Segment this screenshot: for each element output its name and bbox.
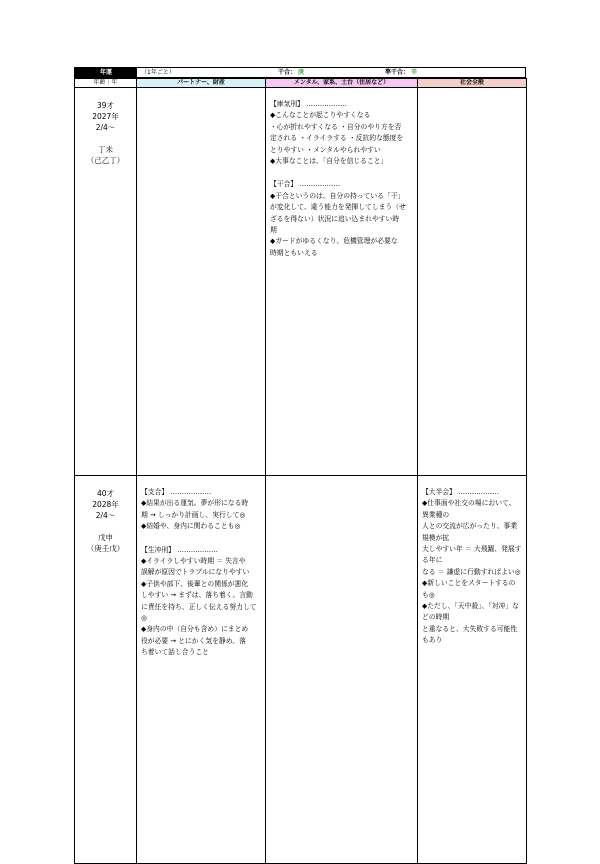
date-text: 2/4～ [95, 511, 116, 520]
year-text: 2027年 [92, 112, 119, 121]
header-label: 年運 [75, 68, 137, 77]
column-header-mental: メンタル、家系、土台（住居など） [266, 79, 418, 88]
fortune-table [74, 78, 527, 864]
section-line: と重なると、大失敗する可能性もあり [422, 624, 518, 645]
column-header-partner: パートナー、財産 [137, 79, 266, 88]
column-header-age: 年齢｜年 [75, 79, 137, 88]
section-line: 期 → しっかり計画し、実行して◎ [141, 510, 246, 519]
year-cell [75, 476, 137, 864]
age-text: 40才 [96, 489, 115, 498]
society-cell [418, 88, 527, 476]
table-row [75, 88, 527, 476]
kanshi-text: 戊申 [98, 533, 113, 542]
section-line: しやすい → まずは、落ち着く。言動 [141, 591, 253, 600]
fortune-sheet [74, 67, 526, 864]
section-line: 期 [270, 226, 277, 235]
section-line: ・心が折れやすくなる ・自分のやり方を否 [270, 122, 402, 131]
kanshi-text: 丁未 [98, 145, 113, 154]
section-line: 役が必要 → とにかく気を静め、落 [141, 636, 246, 645]
section-line: とりやすい ・メンタルやられやすい [270, 145, 381, 154]
section-title: 【大半会】 ……………… [422, 488, 499, 496]
kangou-label: 干合： [277, 69, 296, 76]
partner-cell [137, 88, 266, 476]
year-cell [75, 88, 137, 476]
section-line: ◆仕事面や社交の場において、異業種の [422, 499, 516, 519]
section-line: ◆結婚や、身内に関わることも◎ [141, 522, 241, 531]
section-title: 【支合】 ……………… [141, 488, 212, 496]
section-line: 誤解が原因でトラブルになりやすい [141, 568, 250, 577]
society-cell [418, 476, 527, 864]
section-line: ◎ [141, 614, 147, 623]
section-line: ざるを得ない）状況に追い込まれやすい時 [270, 214, 400, 223]
section-line: ◆干合というのは、自分の持っている「干」 [270, 191, 405, 200]
section-line: に責任を持ち、正しく伝える努力して [141, 602, 257, 611]
section-line: 時期ともいえる [270, 248, 318, 257]
section-spacer [141, 533, 261, 545]
year-text: 2028年 [92, 500, 119, 509]
date-text: 2/4～ [95, 123, 116, 132]
header-note: （1年ごと） [141, 69, 175, 76]
section-title: 【庫気刑】 ……………… [270, 100, 347, 108]
section-line: 大しやすい年 ＝ 大飛躍、発展する年に [422, 545, 522, 565]
section-line: 人との交流が広がったり、事業規模が拡 [422, 522, 518, 542]
age-text: 39才 [96, 101, 115, 110]
section-line: ち着いて話し合うこと [141, 648, 209, 657]
kangou-value: 庚 [298, 69, 305, 76]
section-line: ◆身内の中（自分も含め）にまとめ [141, 625, 249, 634]
jun-kangou-value: 辛 [411, 69, 418, 76]
section-spacer [270, 167, 413, 179]
annual-fortune-header [74, 67, 526, 78]
mental-cell [266, 88, 418, 476]
section-line: 定される ・イライラする ・反抗的な態度を [270, 134, 404, 143]
table-row [75, 476, 527, 864]
section-line: が変化して、違う能力を発揮してしまう（せ [270, 203, 406, 212]
section-line: ◆子供や部下、後輩との関係が悪化 [141, 579, 249, 588]
zoukan-text: （己乙丁） [86, 156, 125, 165]
kangou-field [241, 68, 341, 77]
section-line: ◆ガードがゆるくなり、危機管理が必要な [270, 237, 398, 246]
column-header-row [75, 79, 527, 88]
section-line: ◆こんなことが起こりやすくなる [270, 111, 371, 120]
section-line: ◆結果が出る運気。夢が形になる時 [141, 499, 249, 508]
mental-cell [266, 476, 418, 864]
section-line: ◆イライラしやすい時期 ＝ 失言や [141, 557, 246, 566]
section-line: ◆大事なことは、「自分を信じること」 [270, 157, 388, 166]
section-line: なる ＝ 謙虚に行動すればよい◎ [422, 567, 521, 576]
section-line: ◆ただし、「天中殺」、「対冲」などの時期 [422, 602, 519, 622]
section-title: 【生冲刑】 ……………… [141, 545, 218, 554]
section-title: 【干合】 ……………… [270, 180, 341, 189]
jun-kangou-field [341, 68, 461, 77]
jun-kangou-label: 準干合： [384, 69, 409, 76]
section-line: ◆新しいことをスタートするのも◎ [422, 579, 516, 599]
zoukan-text: （庚壬戊） [86, 544, 125, 553]
partner-cell [137, 476, 266, 864]
column-header-society: 社会全般 [418, 79, 527, 88]
